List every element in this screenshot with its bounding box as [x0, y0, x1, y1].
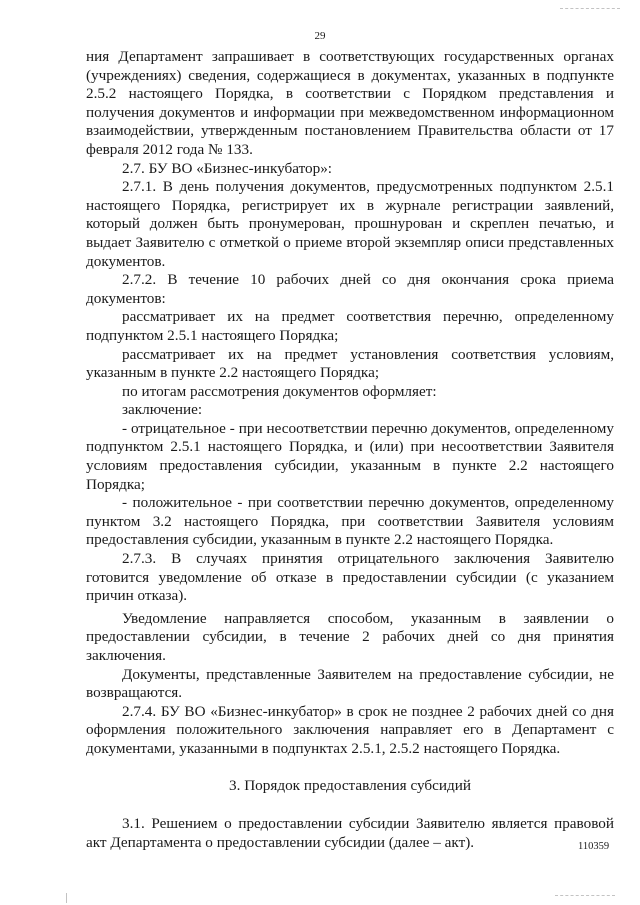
list-item-review-conditions: рассматривает их на предмет установления соответствия условиям, указанным в пункте 2.2 настоящего Порядка; [86, 345, 614, 382]
paragraph-2-7-2: 2.7.2. В течение 10 рабочих дней со дня окончания срока приема документов: [86, 271, 614, 307]
paragraph-2-7-1: 2.7.1. В день получения документов, предусмотренных подпунктом 2.5.1 настоящего Порядка, регистрирует их в журнале регистрации заявлений, который должен быть пронумерован, прошнурован и скреплен печатью, и выдает Заявителю с отметкой о приеме второй экземпляр описи представленных документов. [86, 178, 614, 270]
list-item-positive: - положительное - при соответствии перечню документов, определенному пунктом 3.2 настоящего Порядка, при соответствии Заявителя условиям предоставления субсидии, указанным в пункте 2.2 настоящего Порядка. [86, 494, 614, 549]
scan-artifact-left [66, 893, 67, 903]
page-number: 29 [314, 30, 326, 42]
paragraph-2-7: 2.7. БУ ВО «Бизнес-инкубатор»: [122, 159, 333, 177]
section-heading: 3. Порядок предоставления субсидий [229, 776, 471, 794]
list-item-results: по итогам рассмотрения документов оформляет: [122, 382, 437, 400]
list-item-review-list: рассматривает их на предмет соответствия перечню, определенному подпунктом 2.5.1 настоящего Порядка; [86, 308, 614, 344]
scan-artifact-bottom [555, 895, 615, 900]
list-item-conclusion: заключение: [122, 401, 203, 419]
document-code: 110359 [578, 841, 610, 852]
document-body [86, 48, 614, 852]
paragraph-notification: Уведомление направляется способом, указанным в заявлении о предоставлении субсидии, в течение 2 рабочих дней со дня принятия заключения. [86, 609, 614, 664]
paragraph-continuation: ния Департамент запрашивает в соответствующих государственных органах (учреждениях) сведения, содержащиеся в документах, указанных в подпункте 2.5.2 настоящего Порядка, в соответствии с Порядком представления и получения документов и информации при межведомственном информационном взаимодействии, утвержденным постановлением Правительства области от 17 февраля 2012 года № 133. [86, 48, 614, 158]
paragraph-2-7-3: 2.7.3. В случаях принятия отрицательного заключения Заявителю готовится уведомление об отказе в предоставлении субсидии (с указанием причин отказа). [86, 550, 614, 605]
paragraph-documents: Документы, представленные Заявителем на предоставление субсидии, не возвращаются. [86, 665, 614, 702]
paragraph-3-1: 3.1. Решением о предоставлении субсидии Заявителю является правовой акт Департамента о предоставлении субсидии (далее – акт). [86, 815, 614, 851]
scan-artifact-top [560, 0, 620, 9]
paragraph-2-7-4: 2.7.4. БУ ВО «Бизнес-инкубатор» в срок не позднее 2 рабочих дней со дня оформления положительного заключения направляет его в Департамент с документами, указанными в подпунктах 2.5.1, 2.5.2 настоящего Порядка. [86, 702, 614, 757]
list-item-negative: - отрицательное - при несоответствии перечню документов, определенному подпунктом 2.5.1 настоящего Порядка, и (или) при несоответствии Заявителя условиям предоставления субсидии, указанным в пункте 2.2 настоящего Порядка; [86, 419, 614, 493]
